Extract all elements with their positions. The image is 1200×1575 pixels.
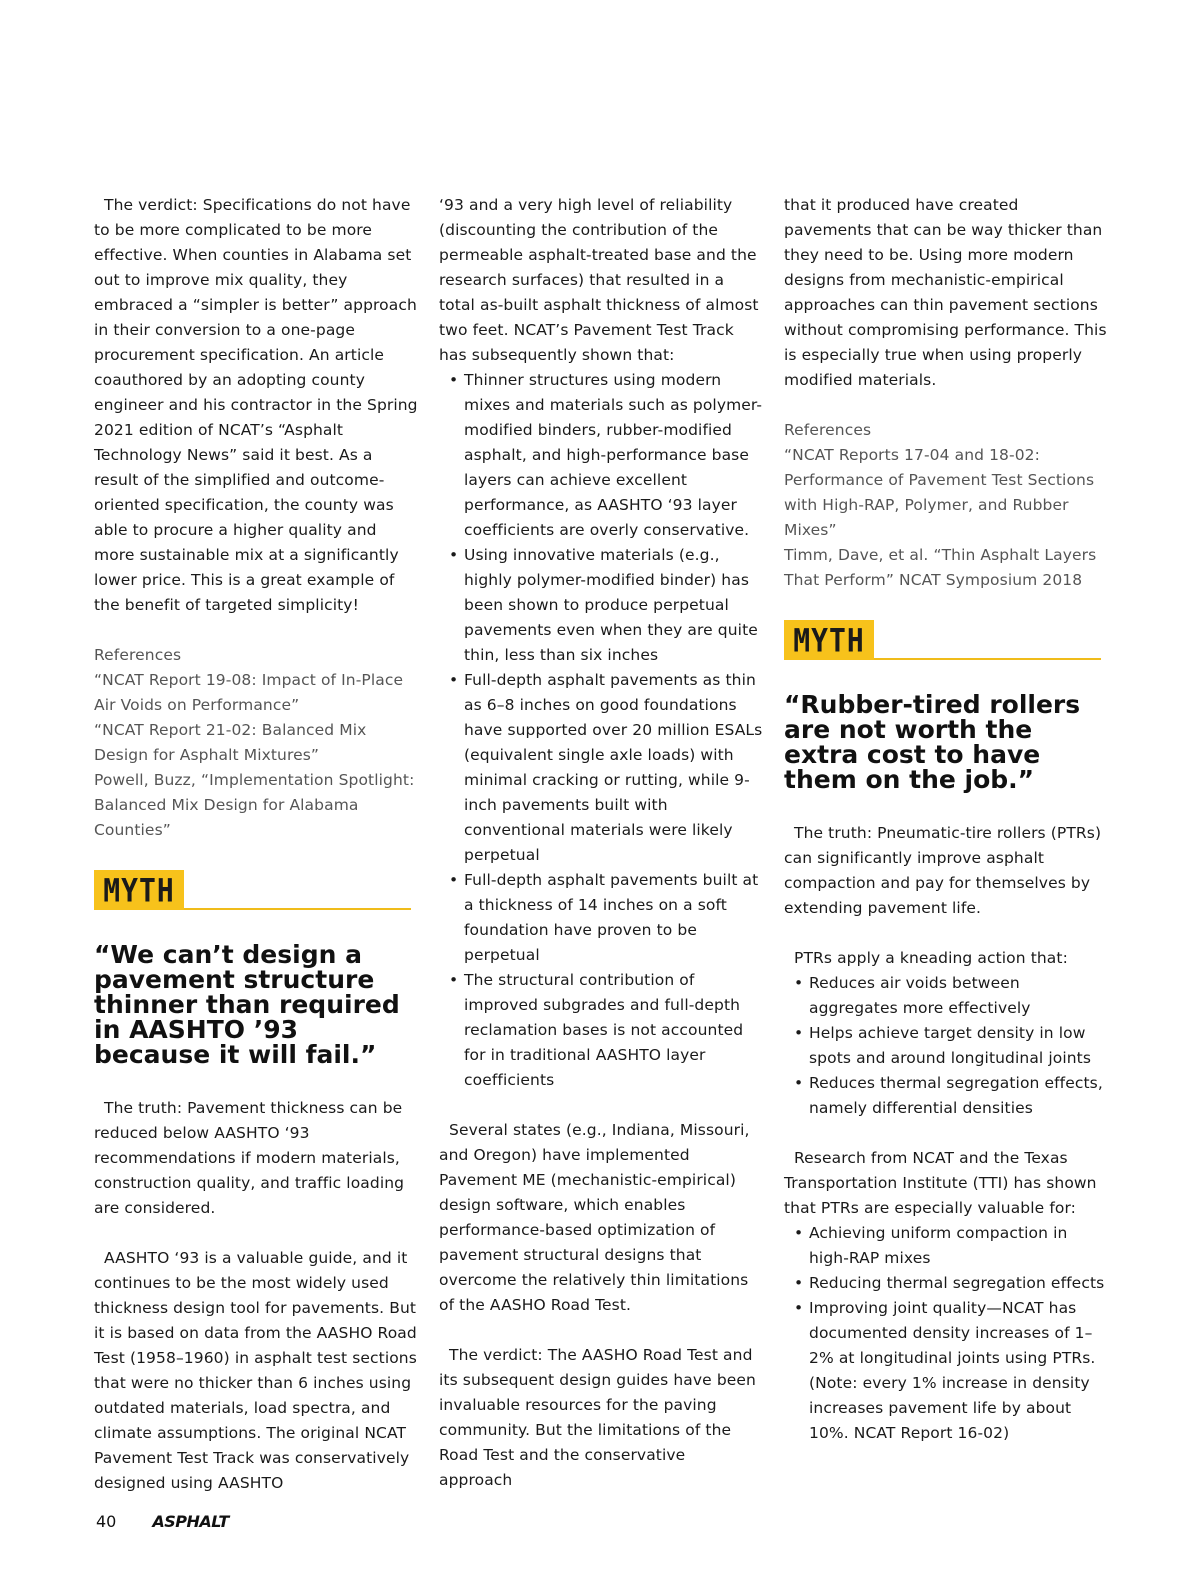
- column-2: [439, 193, 763, 1493]
- references-heading: References: [784, 421, 872, 439]
- reference-item: “NCAT Report 19-08: Impact of In-Place Air Voids on Performance”: [94, 671, 404, 714]
- list-item: • Improving joint quality—NCAT has documented density increases of 1–2% at longitudinal joints using PTRs. (Note: every 1% increase in density increases pavement life by about 10%. NCAT Report 16-02): [784, 1296, 1108, 1446]
- page-number: 40: [96, 1512, 117, 1531]
- myth-badge: [94, 870, 184, 910]
- reference-item: Powell, Buzz, “Implementation Spotlight: Balanced Mix Design for Alabama Counties”: [94, 771, 415, 839]
- list-item: • Using innovative materials (e.g., highly polymer-modified binder) has been shown to produce perpetual pavements even when they are quite thin, less than six inches: [439, 543, 763, 668]
- verdict-paragraph: The verdict: The AASHO Road Test and its subsequent design guides have been invaluable resources for the paving community. But the limitations of the Road Test and the conservative approach: [439, 1346, 756, 1489]
- list-item: • Full-depth asphalt pavements as thin as 6–8 inches on good foundations have supported over 20 million ESALs (equivalent single axle loads) with minimal cracking or rutting, while 9-inch pavements built with conventional materials were likely perpetual: [439, 668, 763, 868]
- verdict-paragraph: The verdict: Specifications do not have to be more complicated to be more effective. When counties in Alabama set out to improve mix quality, they embraced a “simpler is better” approach in their conversion to a one-page procurement specification. An article coauthored by an adopting county engineer and his contractor in the Spring 2021 edition of NCAT’s “Asphalt Technology News” said it best. As a result of the simplified and outcome-oriented specification, the county was able to procure a higher quality and more sustainable mix at a significantly lower price. This is a great example of the benefit of targeted simplicity!: [94, 196, 418, 614]
- list-item: • Reduces thermal segregation effects, namely differential densities: [784, 1071, 1108, 1121]
- reference-item: Timm, Dave, et al. “Thin Asphalt Layers That Perform” NCAT Symposium 2018: [784, 546, 1097, 589]
- myth-label: MYTH: [793, 621, 865, 659]
- ptr-bullet-list: [784, 971, 1108, 1121]
- myth-banner: [784, 620, 1108, 664]
- column-1: [94, 193, 418, 1496]
- test-track-bullet-list: [439, 368, 763, 1093]
- reference-item: “NCAT Reports 17-04 and 18-02: Performance of Pavement Test Sections with High-RAP, Polymer, and Rubber Mixes”: [784, 446, 1095, 539]
- intro-paragraph: ‘93 and a very high level of reliability (discounting the contribution of the permeable asphalt-treated base and the research surfaces) that resulted in a total as-built asphalt thickness of almost two feet. NCAT’s Pavement Test Track has subsequently shown that:: [439, 196, 759, 364]
- myth-headline: “Rubber-tired rollers are not worth the extra cost to have them on the job.”: [784, 690, 1081, 794]
- myth-divider: [184, 908, 411, 910]
- magazine-logo: ASPHALT: [152, 1512, 229, 1531]
- myth-label: MYTH: [103, 871, 175, 909]
- list-item: • The structural contribution of improved subgrades and full-depth reclamation bases is not accounted for in traditional AASHTO layer coefficients: [439, 968, 763, 1093]
- myth-banner: [94, 870, 418, 914]
- ptr-intro: PTRs apply a kneading action that:: [794, 949, 1068, 967]
- references-heading: References: [94, 646, 182, 664]
- research-paragraph: Research from NCAT and the Texas Transportation Institute (TTI) has shown that PTRs are especially valuable for:: [784, 1149, 1097, 1217]
- reference-item: “NCAT Report 21-02: Balanced Mix Design for Asphalt Mixtures”: [94, 721, 367, 764]
- list-item: • Reduces air voids between aggregates more effectively: [784, 971, 1108, 1021]
- references-block: [94, 643, 418, 843]
- myth-headline: “We can’t design a pavement structure thinner than required in AASHTO ’93 because it will fail.”: [94, 940, 400, 1069]
- list-item: • Helps achieve target density in low spots and around longitudinal joints: [784, 1021, 1108, 1071]
- valuable-bullet-list: [784, 1221, 1108, 1446]
- intro-paragraph: that it produced have created pavements that can be way thicker than they need to be. Using more modern designs from mechanistic-empirical approaches can thin pavement sections without compromising performance. This is especially true when using properly modified materials.: [784, 196, 1107, 389]
- list-item: • Full-depth asphalt pavements built at a thickness of 14 inches on a soft foundation have proven to be perpetual: [439, 868, 763, 968]
- truth-paragraph: The truth: Pavement thickness can be reduced below AASHTO ‘93 recommendations if modern materials, construction quality, and traffic loading are considered.: [94, 1099, 405, 1217]
- references-block: [784, 418, 1108, 593]
- myth-divider: [874, 658, 1101, 660]
- list-item: • Achieving uniform compaction in high-RAP mixes: [784, 1221, 1108, 1271]
- myth-badge: [784, 620, 874, 660]
- column-3: [784, 193, 1108, 1446]
- truth-paragraph: The truth: Pneumatic-tire rollers (PTRs) can significantly improve asphalt compaction and pay for themselves by extending pavement life.: [784, 824, 1102, 917]
- states-paragraph: Several states (e.g., Indiana, Missouri, and Oregon) have implemented Pavement ME (mechanistic-empirical) design software, which enables performance-based optimization of pavement structural designs that overcome the relatively thin limitations of the AASHO Road Test.: [439, 1121, 750, 1314]
- aashto-paragraph: AASHTO ‘93 is a valuable guide, and it continues to be the most widely used thickness design tool for pavements. But it is based on data from the AASHO Road Test (1958–1960) in asphalt test sections that were no thicker than 6 inches using outdated materials, load spectra, and climate assumptions. The original NCAT Pavement Test Track was conservatively designed using AASHTO: [94, 1249, 417, 1492]
- list-item: • Reducing thermal segregation effects: [784, 1271, 1108, 1296]
- list-item: • Thinner structures using modern mixes and materials such as polymer-modified binders, rubber-modified asphalt, and high-performance base layers can achieve excellent performance, as AASHTO ‘93 layer coefficients are overly conservative.: [439, 368, 763, 543]
- page-footer: [96, 1512, 229, 1531]
